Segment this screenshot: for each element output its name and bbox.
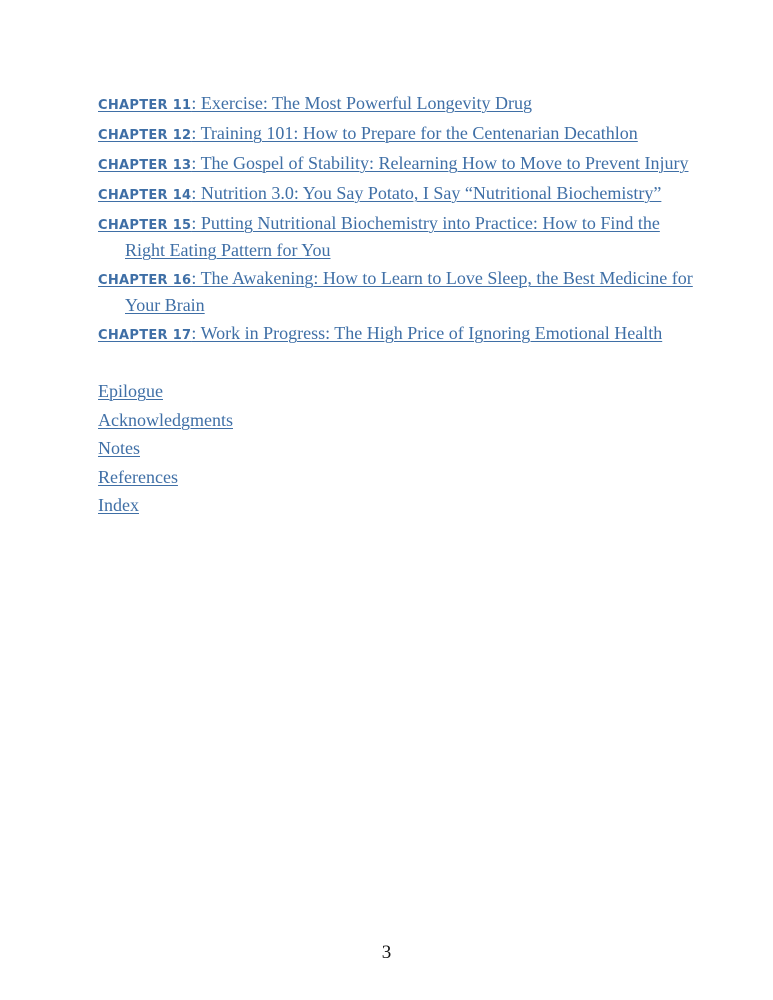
toc-link-chapter-13[interactable] [98, 151, 698, 178]
chapter-title: : Training 101: How to Prepare for the Centenarian Decathlon [191, 123, 638, 143]
chapter-title: : Putting Nutritional Biochemistry into Practice: How to Find the Right Eating Pattern for You [125, 213, 660, 260]
toc-link-index[interactable]: Index [98, 495, 139, 515]
chapter-number-label: CHAPTER 16 [98, 273, 192, 288]
chapter-number-label: CHAPTER 13 [98, 158, 192, 173]
toc-link-chapter-17[interactable] [98, 321, 698, 348]
toc-link-acknowledgments[interactable]: Acknowledgments [98, 409, 233, 430]
toc-link-epilogue[interactable]: Epilogue [98, 381, 163, 401]
toc-link-chapter-15[interactable] [98, 211, 698, 263]
chapter-title: : The Awakening: How to Learn to Love Sleep, the Best Medicine for Your Brain [125, 268, 693, 315]
page-number: 3 [381, 942, 392, 963]
toc-link-notes[interactable]: Notes [98, 438, 140, 458]
chapter-title: : Nutrition 3.0: You Say Potato, I Say “Nutritional Biochemistry” [191, 183, 662, 203]
chapter-list [98, 91, 698, 348]
table-of-contents [98, 91, 698, 520]
chapter-number-label: CHAPTER 15 [98, 218, 192, 233]
toc-link-chapter-16[interactable] [98, 266, 698, 318]
toc-link-chapter-11[interactable] [98, 91, 698, 118]
toc-link-chapter-14[interactable] [98, 181, 698, 208]
chapter-number-label: CHAPTER 12 [98, 128, 192, 143]
toc-link-references[interactable]: References [98, 466, 178, 487]
chapter-title: : Exercise: The Most Powerful Longevity Drug [191, 93, 532, 113]
chapter-title: : The Gospel of Stability: Relearning How to Move to Prevent Injury [191, 153, 689, 173]
chapter-title: : Work in Progress: The High Price of Ignoring Emotional Health [191, 323, 663, 343]
chapter-number-label: CHAPTER 17 [98, 328, 192, 343]
back-matter-list [98, 377, 698, 520]
chapter-number-label: CHAPTER 14 [98, 188, 192, 203]
chapter-number-label: CHAPTER 11 [98, 98, 192, 113]
toc-link-chapter-12[interactable] [98, 121, 698, 148]
